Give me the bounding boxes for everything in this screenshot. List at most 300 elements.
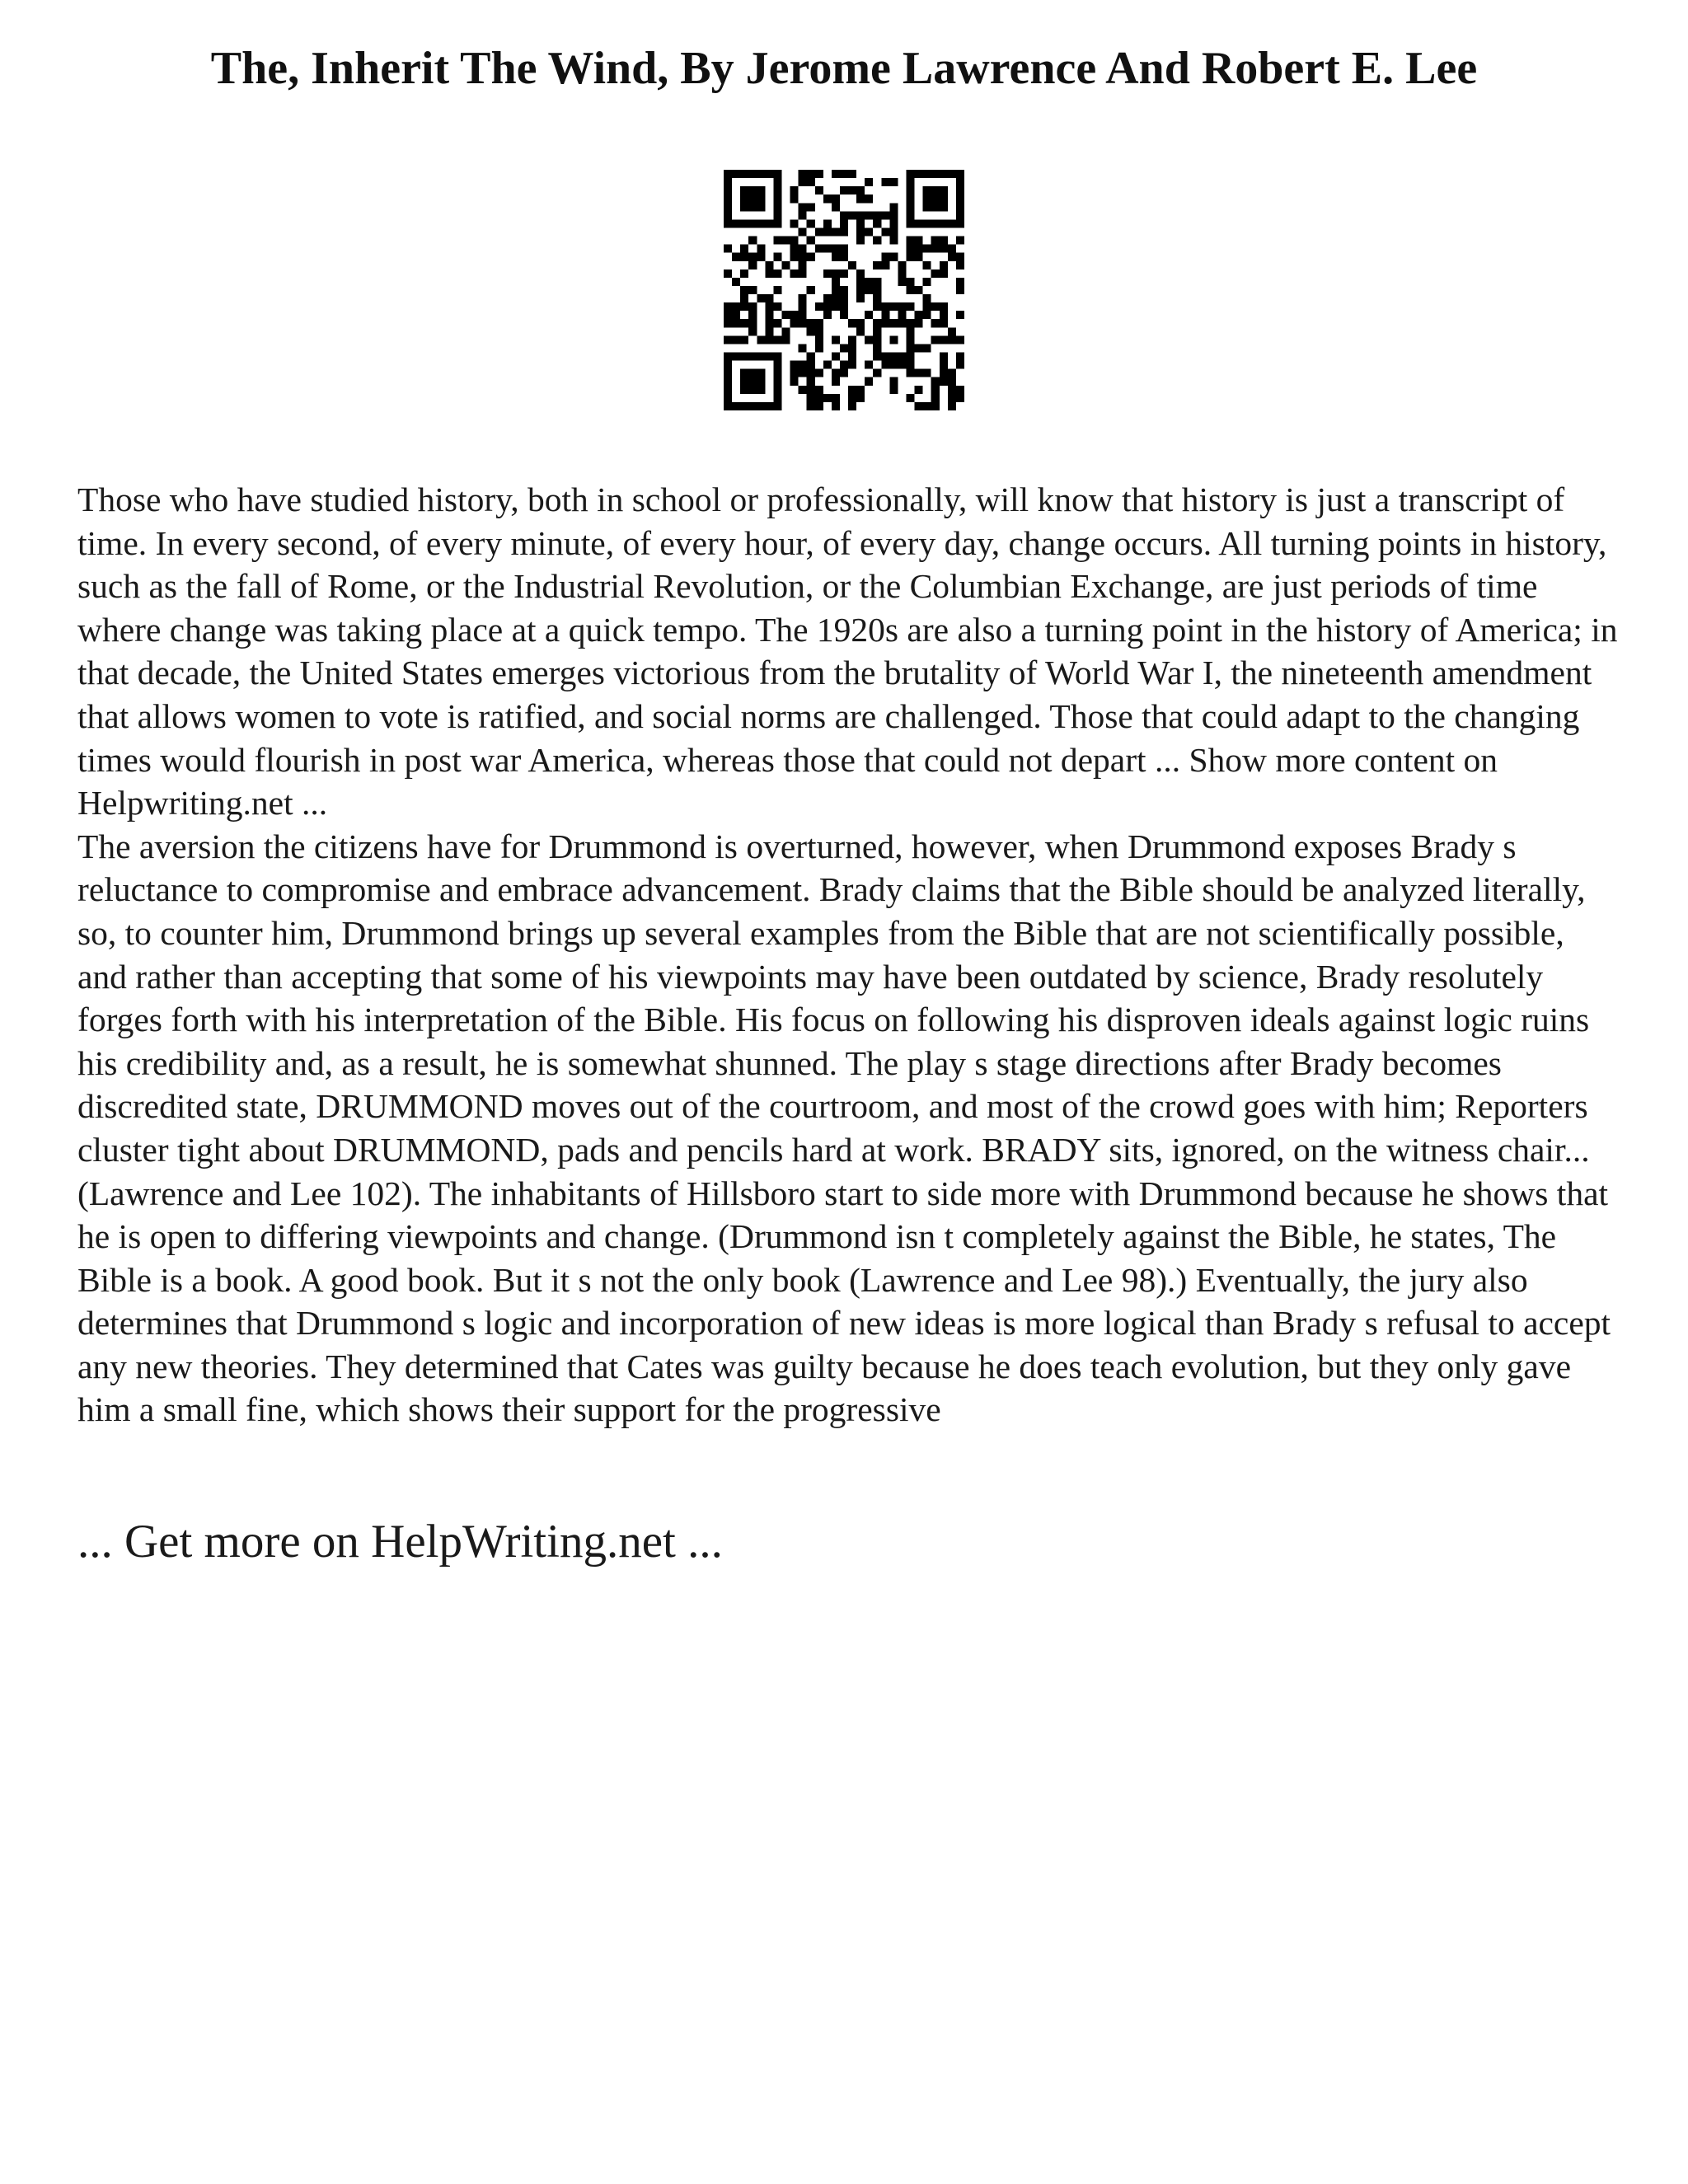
qr-module (915, 245, 923, 253)
qr-module (865, 361, 873, 369)
qr-module (856, 269, 865, 278)
qr-module (889, 386, 898, 394)
qr-module (940, 245, 948, 253)
qr-module (815, 319, 823, 327)
qr-module (865, 227, 873, 236)
article-body (77, 478, 1619, 1432)
qr-module (865, 377, 873, 386)
qr-module (931, 377, 940, 386)
qr-module (881, 319, 889, 327)
qr-module (790, 186, 799, 194)
qr-module (790, 194, 799, 203)
qr-module (740, 219, 748, 227)
qr-module (931, 170, 940, 178)
qr-module (757, 353, 765, 361)
qr-module (724, 302, 732, 311)
qr-module (832, 278, 840, 286)
qr-module (848, 335, 856, 344)
qr-module (815, 394, 823, 402)
qr-module (732, 335, 740, 344)
qr-module (907, 186, 915, 194)
document-title: The, Inherit The Wind, By Jerome Lawrence And Robert E. Lee (210, 43, 1478, 94)
qr-module (815, 335, 823, 344)
qr-module (815, 327, 823, 335)
qr-module (823, 245, 832, 253)
qr-module (956, 261, 964, 269)
qr-module (724, 194, 732, 203)
qr-module (815, 344, 823, 352)
qr-module (773, 319, 781, 327)
qr-module (765, 353, 773, 361)
qr-module (799, 261, 807, 269)
qr-module (907, 245, 915, 253)
qr-module (823, 361, 832, 369)
qr-module (923, 170, 931, 178)
qr-module (757, 294, 765, 302)
qr-module (832, 286, 840, 294)
qr-module (873, 335, 881, 344)
qr-module (799, 227, 807, 236)
qr-module (740, 286, 748, 294)
qr-module (848, 170, 856, 178)
qr-module (923, 186, 931, 194)
qr-module (931, 237, 940, 245)
qr-module (748, 402, 757, 410)
qr-module (799, 269, 807, 278)
qr-module (940, 194, 948, 203)
qr-module (865, 278, 873, 286)
qr-module (907, 302, 915, 311)
qr-module (807, 353, 815, 361)
qr-module (807, 170, 815, 178)
qr-module (873, 344, 881, 352)
qr-module (765, 335, 773, 344)
qr-module (923, 369, 931, 377)
qr-module (773, 253, 781, 261)
paragraph-2: The aversion the citizens have for Drummond is overturned, however, when Drummond exposes Brady s reluctance to compromise and embrace advancement. Brady claims that the Bible should be analyzed literally, so, to counter him, Drummond brings up several examples from the Bible that are not scientifically possible, and rather than accepting that some of his viewpoints may have been outdated by science, Brady resolutely forges forth with his interpretation of the Bible. His focus on following his disproven ideals against logic ruins his credibility and, as a result, he is somewhat shunned. The play s stage directions after Brady becomes discredited state, DRUMMOND moves out of the courtroom, and most of the crowd goes with him; Reporters cluster tight about DRUMMOND, pads and pencils hard at work. BRADY sits, ignored, on the witness chair... (Lawrence and Lee 102). The inhabitants of Hillsboro start to side more with Drummond because he shows that he is open to differing viewpoints and change. (Drummond isn t completely against the Bible, he states, The Bible is a book. A good book. But it s not the only book (Lawrence and Lee 98).) Eventually, the jury also determines that Drummond s logic and incorporation of new ideas is more logical than Brady s refusal to accept any new theories. They determined that Cates was guilty because he does teach evolution, but they only gave him a small fine, which shows their support for the progressive (77, 827, 1611, 1429)
qr-module (773, 386, 781, 394)
qr-module (807, 253, 815, 261)
qr-module (873, 327, 881, 335)
qr-module (840, 361, 848, 369)
qr-module (765, 311, 773, 319)
qr-module (940, 319, 948, 327)
qr-module (832, 253, 840, 261)
qr-module (807, 394, 815, 402)
qr-module (889, 227, 898, 236)
qr-module (889, 237, 898, 245)
qr-module (799, 178, 807, 186)
qr-module (748, 369, 757, 377)
qr-module (898, 319, 906, 327)
qr-module (840, 344, 848, 352)
qr-module (748, 353, 757, 361)
qr-module (848, 386, 856, 394)
qr-module (848, 211, 856, 219)
qr-module (748, 203, 757, 211)
qr-module (807, 369, 815, 377)
qr-module (923, 402, 931, 410)
qr-module (790, 253, 799, 261)
qr-module (948, 386, 956, 394)
qr-module (823, 311, 832, 319)
qr-module (840, 211, 848, 219)
qr-module (832, 369, 840, 377)
qr-module (807, 319, 815, 327)
qr-module (765, 402, 773, 410)
qr-module (865, 211, 873, 219)
qr-module (781, 335, 790, 344)
qr-module (898, 311, 906, 319)
qr-module (873, 319, 881, 327)
qr-module (757, 369, 765, 377)
qr-module (848, 394, 856, 402)
qr-module (948, 377, 956, 386)
qr-module (856, 386, 865, 394)
qr-module (948, 219, 956, 227)
qr-module (956, 278, 964, 286)
qr-module (956, 194, 964, 203)
qr-module (724, 219, 732, 227)
qr-module (865, 335, 873, 344)
qr-module (856, 194, 865, 203)
qr-module (773, 269, 781, 278)
get-more-link[interactable]: ... Get more on HelpWriting.net ... (77, 1516, 723, 1568)
qr-module (956, 178, 964, 186)
qr-module (898, 302, 906, 311)
qr-module (940, 377, 948, 386)
qr-module (923, 194, 931, 203)
qr-module (907, 278, 915, 286)
qr-module (790, 377, 799, 386)
qr-module (748, 170, 757, 178)
qr-module (799, 319, 807, 327)
qr-module (799, 203, 807, 211)
qr-module (773, 369, 781, 377)
qr-module (748, 261, 757, 269)
qr-module (873, 219, 881, 227)
qr-module (840, 302, 848, 311)
qr-module (931, 186, 940, 194)
qr-module (907, 194, 915, 203)
qr-module (807, 219, 815, 227)
qr-module (956, 353, 964, 361)
qr-module (907, 353, 915, 361)
qr-module (815, 227, 823, 236)
qr-module (765, 294, 773, 302)
qr-module (865, 178, 873, 186)
qr-module (815, 402, 823, 410)
qr-module (815, 245, 823, 253)
qr-module (740, 369, 748, 377)
qr-module (956, 286, 964, 294)
qr-module (748, 253, 757, 261)
qr-module (740, 194, 748, 203)
qr-module (724, 186, 732, 194)
qr-module (881, 353, 889, 361)
qr-module (956, 211, 964, 219)
qr-module (740, 203, 748, 211)
qr-module (773, 211, 781, 219)
qr-module (915, 402, 923, 410)
qr-module (748, 286, 757, 294)
qr-module (757, 219, 765, 227)
qr-module (898, 353, 906, 361)
qr-module (881, 253, 889, 261)
qr-module (889, 203, 898, 211)
qr-module (931, 269, 940, 278)
qr-module (889, 353, 898, 361)
qr-module (923, 261, 931, 269)
qr-module (848, 344, 856, 352)
qr-module (740, 186, 748, 194)
qr-module (840, 311, 848, 319)
qr-module (931, 219, 940, 227)
qr-module (923, 311, 931, 319)
qr-module (732, 319, 740, 327)
qr-module (724, 402, 732, 410)
qr-module (773, 170, 781, 178)
qr-module (915, 386, 923, 394)
qr-module (840, 227, 848, 236)
qr-module (940, 369, 948, 377)
qr-module (956, 186, 964, 194)
qr-module (773, 402, 781, 410)
qr-module (724, 377, 732, 386)
qr-module (748, 386, 757, 394)
qr-module (773, 178, 781, 186)
qr-module (840, 219, 848, 227)
qr-module (799, 386, 807, 394)
qr-module (724, 311, 732, 319)
qr-module (881, 311, 889, 319)
qr-module (757, 203, 765, 211)
qr-module (856, 237, 865, 245)
qr-module (724, 269, 732, 278)
qr-module (765, 327, 773, 335)
qr-module (956, 203, 964, 211)
qr-module (940, 335, 948, 344)
qr-module (948, 394, 956, 402)
qr-module (807, 386, 815, 394)
qr-module (881, 302, 889, 311)
qr-module (931, 319, 940, 327)
qr-module (856, 278, 865, 286)
qr-module (907, 286, 915, 294)
qr-module (732, 253, 740, 261)
qr-module (781, 261, 790, 269)
qr-module (740, 253, 748, 261)
qr-module (931, 302, 940, 311)
qr-module (799, 170, 807, 178)
qr-module (724, 369, 732, 377)
qr-module (856, 319, 865, 327)
qr-module (889, 377, 898, 386)
qr-module (931, 245, 940, 253)
qr-module (956, 170, 964, 178)
qr-module (815, 186, 823, 194)
qr-module (799, 253, 807, 261)
qr-module (956, 394, 964, 402)
qr-module (856, 219, 865, 227)
qr-module (757, 186, 765, 194)
qr-module (948, 170, 956, 178)
qr-module (923, 245, 931, 253)
qr-module (915, 344, 923, 352)
qr-module (856, 294, 865, 302)
qr-module (923, 203, 931, 211)
qr-module (724, 170, 732, 178)
qr-module (907, 335, 915, 344)
qr-module (848, 402, 856, 410)
qr-module (907, 327, 915, 335)
qr-module (873, 286, 881, 294)
qr-module (773, 203, 781, 211)
qr-module (848, 261, 856, 269)
qr-module (940, 203, 948, 211)
qr-module (889, 335, 898, 344)
qr-module (799, 294, 807, 302)
qr-module (907, 170, 915, 178)
qr-module (889, 302, 898, 311)
qr-module (765, 269, 773, 278)
qr-module (773, 377, 781, 386)
qr-module (815, 369, 823, 377)
qr-module (956, 311, 964, 319)
qr-module (915, 319, 923, 327)
qr-module (940, 219, 948, 227)
qr-module (948, 369, 956, 377)
qr-module (856, 211, 865, 219)
qr-module (799, 311, 807, 319)
qr-module (748, 186, 757, 194)
qr-module (907, 319, 915, 327)
qr-module (748, 327, 757, 335)
qr-module (815, 386, 823, 394)
qr-module (873, 237, 881, 245)
qr-module (840, 269, 848, 278)
qr-module (915, 170, 923, 178)
qr-module (790, 361, 799, 369)
qr-module (757, 245, 765, 253)
qr-module (807, 203, 815, 211)
qr-module (799, 245, 807, 253)
qr-module (931, 402, 940, 410)
qr-module (773, 186, 781, 194)
qr-module (940, 269, 948, 278)
qr-module (840, 294, 848, 302)
qr-module (840, 253, 848, 261)
qr-module (740, 319, 748, 327)
qr-module (948, 253, 956, 261)
qr-module (765, 302, 773, 311)
qr-module (873, 294, 881, 302)
qr-module (823, 219, 832, 227)
qr-module (915, 311, 923, 319)
qr-module (832, 335, 840, 344)
qr-module (773, 353, 781, 361)
qr-module (940, 361, 948, 369)
qr-module (790, 245, 799, 253)
qr-module (740, 377, 748, 386)
qr-module (907, 178, 915, 186)
qr-module (757, 194, 765, 203)
qr-module (889, 219, 898, 227)
qr-module (848, 361, 856, 369)
qr-module (873, 211, 881, 219)
qr-module (931, 394, 940, 402)
qr-code-icon[interactable] (724, 170, 964, 410)
qr-module (773, 361, 781, 369)
qr-module (807, 178, 815, 186)
qr-module (881, 261, 889, 269)
qr-module (956, 335, 964, 344)
qr-module (790, 319, 799, 327)
qr-module (865, 311, 873, 319)
qr-module (907, 219, 915, 227)
qr-module (948, 335, 956, 344)
qr-module (740, 245, 748, 253)
qr-module (907, 203, 915, 211)
qr-module (732, 311, 740, 319)
qr-module (748, 311, 757, 319)
qr-module (740, 302, 748, 311)
qr-module (740, 294, 748, 302)
qr-module (832, 294, 840, 302)
qr-module (956, 237, 964, 245)
qr-module (773, 286, 781, 294)
qr-module (799, 302, 807, 311)
qr-module (748, 377, 757, 386)
qr-module (923, 278, 931, 286)
qr-module (907, 344, 915, 352)
qr-module (799, 344, 807, 352)
qr-module (873, 261, 881, 269)
qr-module (765, 319, 773, 327)
qr-module (732, 353, 740, 361)
qr-module (923, 294, 931, 302)
qr-module (732, 278, 740, 286)
qr-module (889, 211, 898, 219)
qr-module (799, 211, 807, 219)
qr-module (881, 211, 889, 219)
qr-module (840, 369, 848, 377)
qr-module (956, 253, 964, 261)
qr-module (757, 170, 765, 178)
qr-module (907, 253, 915, 261)
qr-module (931, 194, 940, 203)
qr-module (757, 386, 765, 394)
qr-module (907, 211, 915, 219)
qr-module (931, 335, 940, 344)
qr-module (940, 186, 948, 194)
qr-module (832, 402, 840, 410)
qr-module (807, 286, 815, 294)
qr-module (907, 237, 915, 245)
qr-module (832, 245, 840, 253)
qr-module (948, 402, 956, 410)
qr-module (948, 245, 956, 253)
qr-module (907, 394, 915, 402)
qr-module (940, 261, 948, 269)
qr-module (748, 219, 757, 227)
qr-module (923, 219, 931, 227)
qr-module (823, 269, 832, 278)
qr-module (940, 237, 948, 245)
qr-module (873, 278, 881, 286)
qr-module (832, 227, 840, 236)
paragraph-1: Those who have studied history, both in school or professionally, will know that history is just a transcript of time. In every second, of every minute, of every hour, of every day, change occurs. All turning points in history, such as the fall of Rome, or the Industrial Revolution, or the Columbian Exchange, are just periods of time where change was taking place at a quick tempo. The 1920s are also a turning point in the history of America; in that decade, the United States emerges victorious from the brutality of World War I, the nineteenth amendment that allows women to vote is ratified, and social norms are challenged. Those that could adapt to the changing times would flourish in post war America, whereas those that could not depart ... Show more content on Helpwriting.net ... (77, 480, 1618, 823)
